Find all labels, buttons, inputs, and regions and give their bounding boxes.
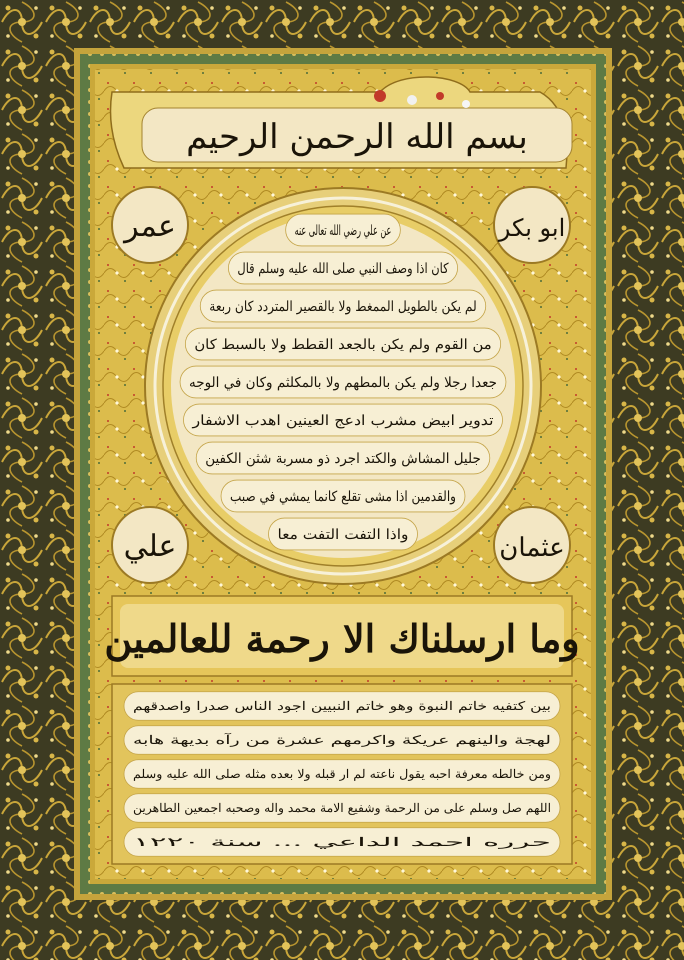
verse-text: وما ارسلناك الا رحمة للعالمين bbox=[104, 616, 580, 661]
hilye-line: كان اذا وصف النبي صلى الله عليه وسلم قال bbox=[237, 260, 449, 277]
hilye-text-block bbox=[180, 214, 506, 550]
hilye-line: لم يكن بالطويل الممغط ولا بالقصير المتردد كان ربعة bbox=[209, 298, 477, 315]
lower-line: حرره احمد الداعي ... سنة ١٢٢٠ bbox=[133, 835, 335, 850]
lower-line: اللهم صل وسلم على من الرحمة وشفيع الامة محمد واله وصحبه اجمعين الطاهرين bbox=[133, 801, 551, 816]
verse-panel bbox=[104, 596, 579, 676]
medallion-top-right-name: ابو بكر bbox=[498, 214, 566, 242]
medallion-bottom-left bbox=[112, 507, 188, 583]
lower-line: ومن خالطه معرفة احبه يقول ناعته لم ار قبله ولا بعده مثله صلى الله عليه وسلم bbox=[133, 767, 551, 782]
hilye-line: عن علي رضي الله تعالى عنه bbox=[294, 222, 392, 239]
hilye-line: جعدا رجلا ولم يكن بالمطهم ولا بالمكلثم وكان في الوجه bbox=[189, 374, 497, 391]
medallion-bottom-left-name: علي bbox=[123, 529, 177, 564]
basmala-text: بسم الله الرحمن الرحيم bbox=[186, 117, 528, 157]
hilye-line: جليل المشاش والكتد اجرد ذو مسربة شثن الكفين bbox=[205, 450, 481, 467]
medallion-bottom-right bbox=[494, 507, 570, 583]
lower-text-block bbox=[124, 692, 560, 857]
medallion-top-left-name: عمر bbox=[124, 209, 176, 244]
hilye-line: من القوم ولم يكن بالجعد القطط ولا بالسبط كان bbox=[194, 336, 492, 353]
hilye-line: تدوير ابيض مشرب ادعج العينين اهدب الاشفار bbox=[191, 412, 494, 429]
hilye-line: واذا التفت التفت معا bbox=[277, 526, 409, 543]
lower-line: بين كتفيه خاتم النبوة وهو خاتم النبيين اجود الناس صدرا واصدقهم bbox=[133, 699, 551, 714]
lower-line: لهجة والينهم عريكة واكرمهم عشرة من رآه بديهة هابه bbox=[133, 733, 399, 748]
medallion-top-left bbox=[112, 187, 188, 263]
hilye-line: والقدمين اذا مشى تقلع كانما يمشي في صبب bbox=[230, 488, 456, 505]
medallion-top-right bbox=[494, 187, 570, 263]
medallion-bottom-right-name: عثمان bbox=[499, 533, 565, 563]
